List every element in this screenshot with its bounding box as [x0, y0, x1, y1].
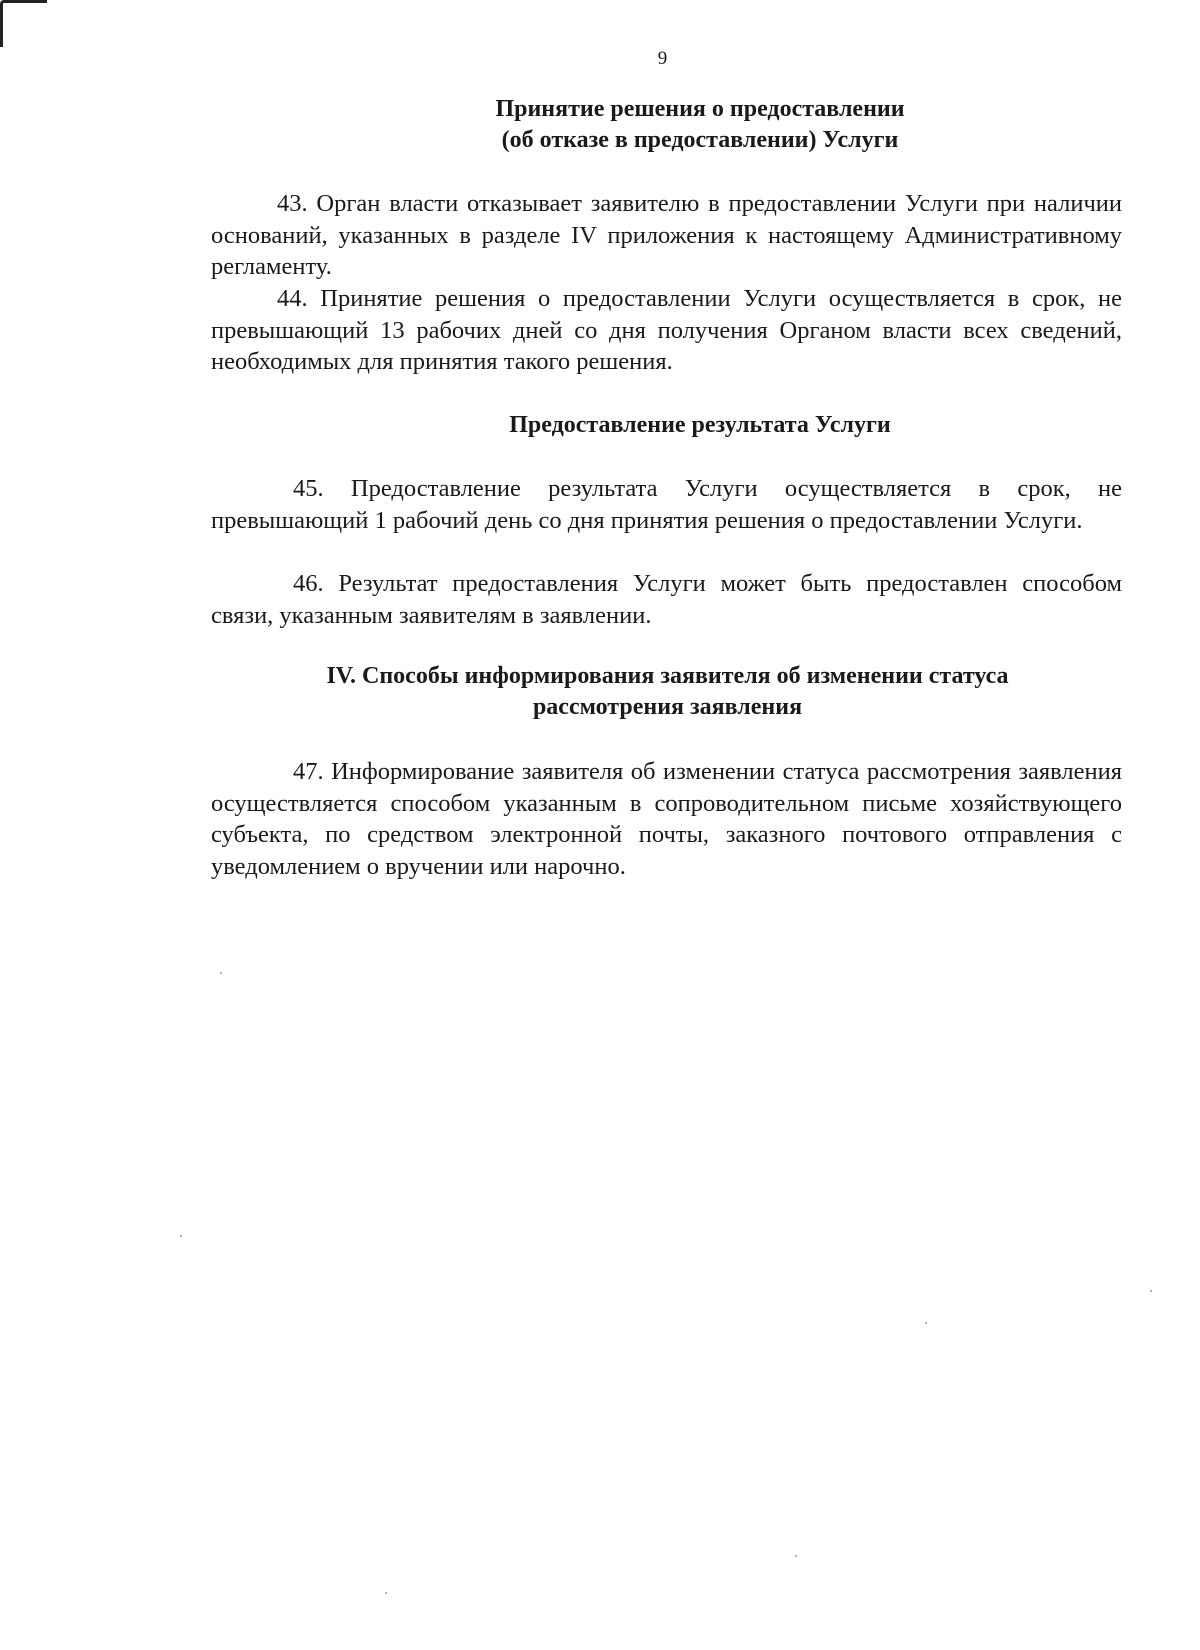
heading-line: рассмотрения заявления [532, 694, 803, 720]
scan-corner-mark [0, 0, 47, 47]
heading-line: Предоставление результата Услуги [509, 412, 891, 438]
section-heading-decision [0, 94, 1200, 156]
paragraph-45: 45. Предоставление результата Услуги осуществляется в срок, не превышающий 1 рабочий день со дня принятия решения о предоставлении Услуги. [211, 475, 1122, 534]
paragraph-44: 44. Принятие решения о предоставлении Услуги осуществляется в срок, не превышающий 13 рабочих дней со дня получения Органом власти всех сведений, необходимых для принятия такого решения. [211, 285, 1122, 375]
scan-speck [180, 1235, 182, 1237]
scan-speck [925, 1322, 927, 1324]
scan-speck [385, 1592, 387, 1594]
section-heading-informing [0, 661, 1200, 723]
heading-line: IV. Способы информирования заявителя об изменении статуса [326, 663, 1009, 689]
scan-speck [1150, 1290, 1152, 1292]
paragraph-43: 43. Орган власти отказывает заявителю в предоставлении Услуги при наличии оснований, указанных в разделе IV приложения к настоящему Административному регламенту. [211, 190, 1122, 280]
scan-speck [220, 972, 222, 974]
heading-line: (об отказе в предоставлении) Услуги [501, 127, 899, 153]
heading-line: Принятие решения о предоставлении [495, 96, 905, 122]
page-number: 9 [657, 48, 668, 69]
scan-speck [795, 1555, 797, 1557]
paragraph-47: 47. Информирование заявителя об изменении статуса рассмотрения заявления осуществляется способом указанным в сопроводительном письме хозяйствующего субъекта, по средством электронной почты, заказного почтового отправления с уведомлением о вручении или нарочно. [211, 758, 1122, 880]
paragraph-46: 46. Результат предоставления Услуги может быть предоставлен способом связи, указанным заявителям в заявлении. [211, 570, 1122, 629]
section-heading-result [0, 410, 1200, 441]
